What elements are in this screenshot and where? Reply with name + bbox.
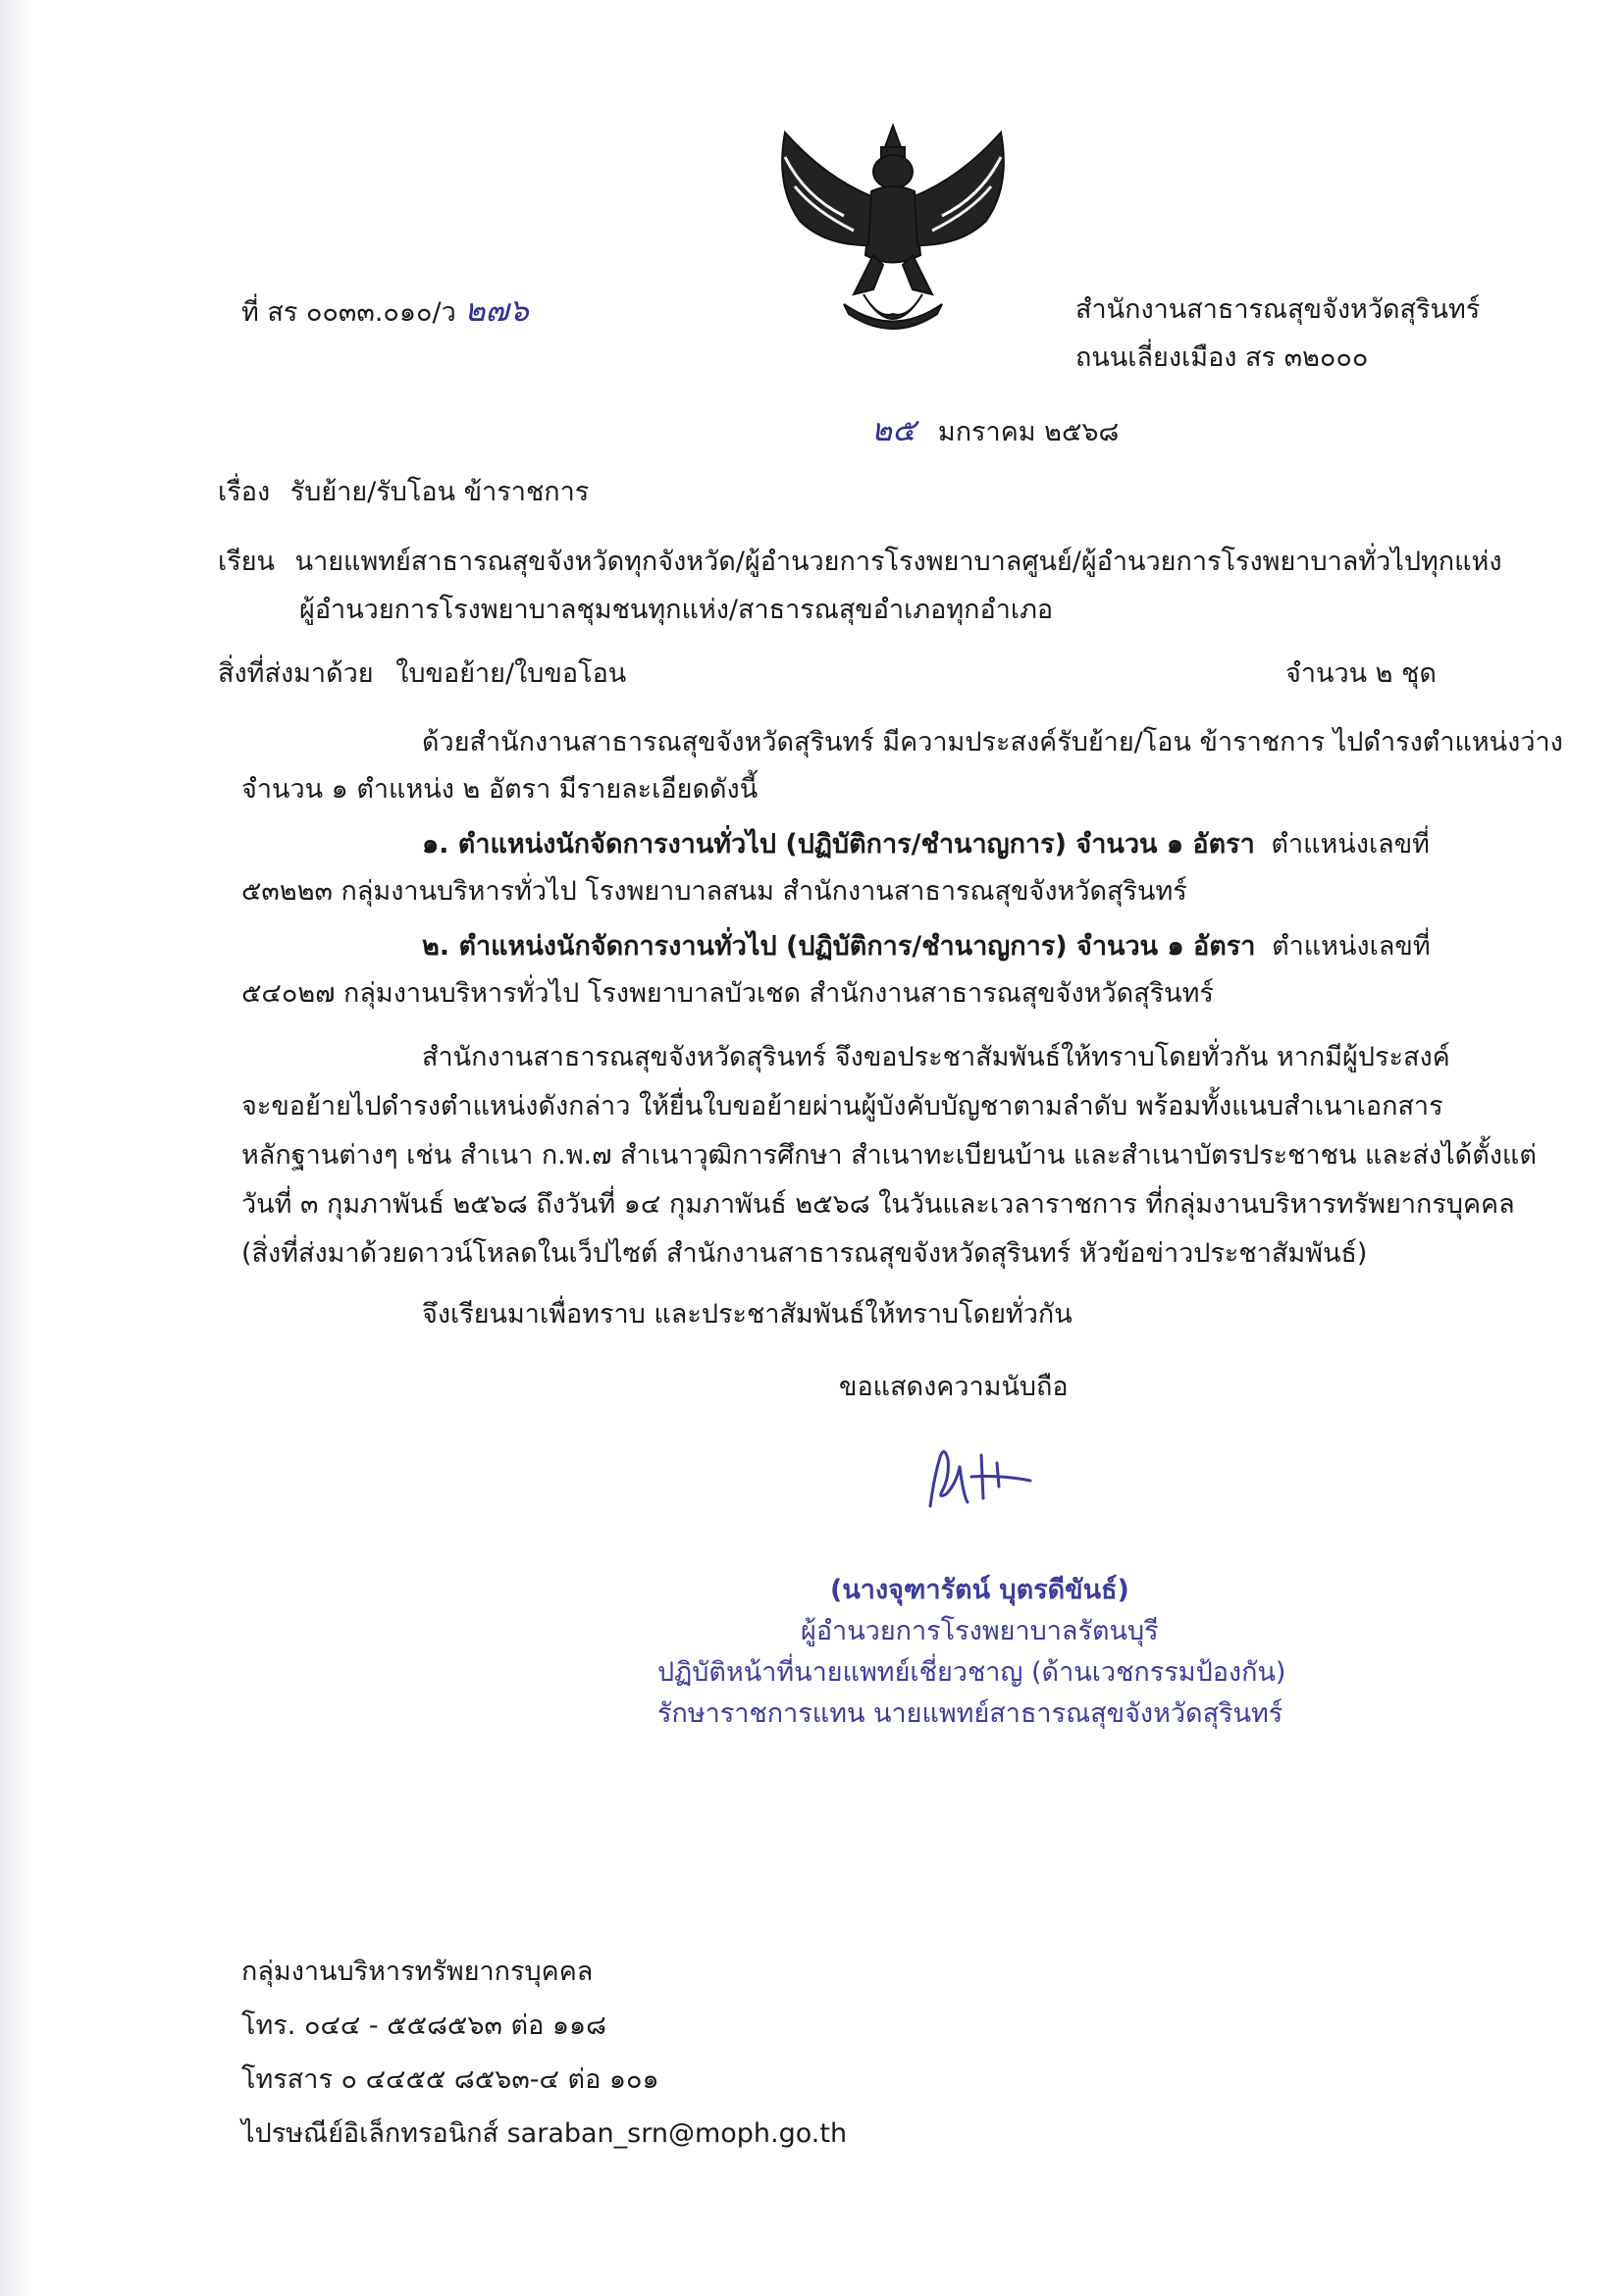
item-1-line-2: ๕๓๒๒๓ กลุ่มงานบริหารทั่วไป โรงพยาบาลสนม สำนักงานสาธารณสุขจังหวัดสุรินทร์ <box>241 876 1187 907</box>
footer-email: ไปรษณีย์อิเล็กทรอนิกส์ saraban_srn@moph.go.th <box>241 2118 848 2149</box>
garuda-emblem-icon <box>746 118 1040 343</box>
salutation-recipients-1: นายแพทย์สาธารณสุขจังหวัดทุกจังหวัด/ผู้อำนวยการโรงพยาบาลศูนย์/ผู้อำนวยการโรงพยาบาลทั่วไปทุกแห่ง <box>294 547 1502 577</box>
paragraph-2-line-4: วันที่ ๓ กุมภาพันธ์ ๒๕๖๘ ถึงวันที่ ๑๔ กุมภาพันธ์ ๒๕๖๘ ในวันและเวลาราชการ ที่กลุ่มงานบริหารทรัพยากรบุคคล <box>241 1189 1515 1220</box>
scan-edge-shadow <box>0 0 33 2296</box>
footer-fax: โทรสาร ๐ ๔๔๕๕ ๘๕๖๓-๔ ต่อ ๑๐๑ <box>241 2064 659 2095</box>
enclosure-text: ใบขอย้าย/ใบขอโอน <box>395 658 627 689</box>
salutation-recipients-2: ผู้อำนวยการโรงพยาบาลชุมชนทุกแห่ง/สาธารณสุขอำเภอทุกอำเภอ <box>299 595 1054 625</box>
item-1-title: ๑. ตำแหน่งนักจัดการงานทั่วไป (ปฏิบัติการ/ชำนาญการ) จำนวน ๑ อัตรา <box>422 829 1255 860</box>
item-1-line-1 <box>422 825 1430 864</box>
date-day-handwritten: ๒๕ <box>871 411 916 448</box>
salutation-line-1 <box>218 543 1502 582</box>
ref-number-handwritten: ๒๗๖ <box>464 291 529 329</box>
regards: ขอแสดงความนับถือ <box>839 1372 1069 1402</box>
paragraph-2-line-1: สำนักงานสาธารณสุขจังหวัดสุรินทร์ จึงขอประชาสัมพันธ์ให้ทราบโดยทั่วกัน หากมีผู้ประสงค์ <box>422 1042 1450 1072</box>
paragraph-2-line-3: หลักฐานต่างๆ เช่น สำเนา ก.พ.๗ สำเนาวุฒิการศึกษา สำเนาทะเบียนบ้าน และสำเนาบัตรประชาชน และส่งได้ตั้งแต่ <box>241 1140 1537 1171</box>
intro-line-1: ด้วยสำนักงานสาธารณสุขจังหวัดสุรินทร์ มีความประสงค์รับย้าย/โอน ข้าราชการ ไปดำรงตำแหน่งว่าง <box>422 727 1563 757</box>
office-name: สำนักงานสาธารณสุขจังหวัดสุรินทร์ <box>1075 294 1481 325</box>
handwritten-signature-icon <box>913 1437 1070 1516</box>
subject-line <box>218 473 589 512</box>
signatory-name: (นางจุฑารัตน์ บุตรดีขันธ์) <box>830 1575 1129 1605</box>
paragraph-2-line-5: (สิ่งที่ส่งมาด้วยดาวน์โหลดในเว็ปไซต์ สำนักงานสาธารณสุขจังหวัดสุรินทร์ หัวข้อข่าวประชาสัมพันธ์) <box>241 1238 1368 1269</box>
signatory-position: ผู้อำนวยการโรงพยาบาลรัตนบุรี <box>801 1616 1159 1646</box>
signatory-on-behalf: รักษาราชการแทน นายแพทย์สาธารณสุขจังหวัดสุรินทร์ <box>657 1698 1283 1729</box>
salutation-label: เรียน <box>218 547 276 577</box>
intro-line-2: จำนวน ๑ ตำแหน่ง ๒ อัตรา มีรายละเอียดดังนี้ <box>241 774 759 805</box>
signature-block <box>589 1570 1531 1735</box>
ref-number-printed: ที่ สร ๐๐๓๓.๐๑๐/ว <box>241 297 456 328</box>
subject-text: รับย้าย/รับโอน ข้าราชการ <box>289 477 590 507</box>
item-2-line-1 <box>422 927 1431 966</box>
office-address: ถนนเลี่ยงเมือง สร ๓๒๐๐๐ <box>1075 342 1369 373</box>
enclosure-line <box>218 654 626 694</box>
document-date <box>871 410 1119 452</box>
enclosure-count: จำนวน ๒ ชุด <box>1285 658 1437 689</box>
date-month-year: มกราคม ๒๕๖๘ <box>937 417 1120 447</box>
signatory-acting-role: ปฏิบัติหน้าที่นายแพทย์เชี่ยวชาญ (ด้านเวชกรรมป้องกัน) <box>657 1657 1286 1688</box>
item-2-position-label: ตำแหน่งเลขที่ <box>1272 931 1431 962</box>
enclosure-label: สิ่งที่ส่งมาด้วย <box>218 658 374 689</box>
footer-phone: โทร. ๐๔๔ - ๕๕๘๕๖๓ ต่อ ๑๑๘ <box>241 2010 606 2041</box>
subject-label: เรื่อง <box>218 477 271 507</box>
item-2-title: ๒. ตำแหน่งนักจัดการงานทั่วไป (ปฏิบัติการ/ชำนาญการ) จำนวน ๑ อัตรา <box>422 931 1256 962</box>
closing-request: จึงเรียนมาเพื่อทราบ และประชาสัมพันธ์ให้ทราบโดยทั่วกัน <box>422 1299 1073 1330</box>
item-2-line-2: ๕๔๐๒๗ กลุ่มงานบริหารทั่วไป โรงพยาบาลบัวเชด สำนักงานสาธารณสุขจังหวัดสุรินทร์ <box>241 978 1214 1009</box>
item-1-position-label: ตำแหน่งเลขที่ <box>1271 829 1430 860</box>
reference-number <box>241 290 529 333</box>
paragraph-2-line-2: จะขอย้ายไปดำรงตำแหน่งดังกล่าว ให้ยื่นใบขอย้ายผ่านผู้บังคับบัญชาตามลำดับ พร้อมทั้งแนบสำเนาเอกสาร <box>241 1091 1443 1122</box>
footer-department: กลุ่มงานบริหารทรัพยากรบุคคล <box>241 1957 594 1987</box>
